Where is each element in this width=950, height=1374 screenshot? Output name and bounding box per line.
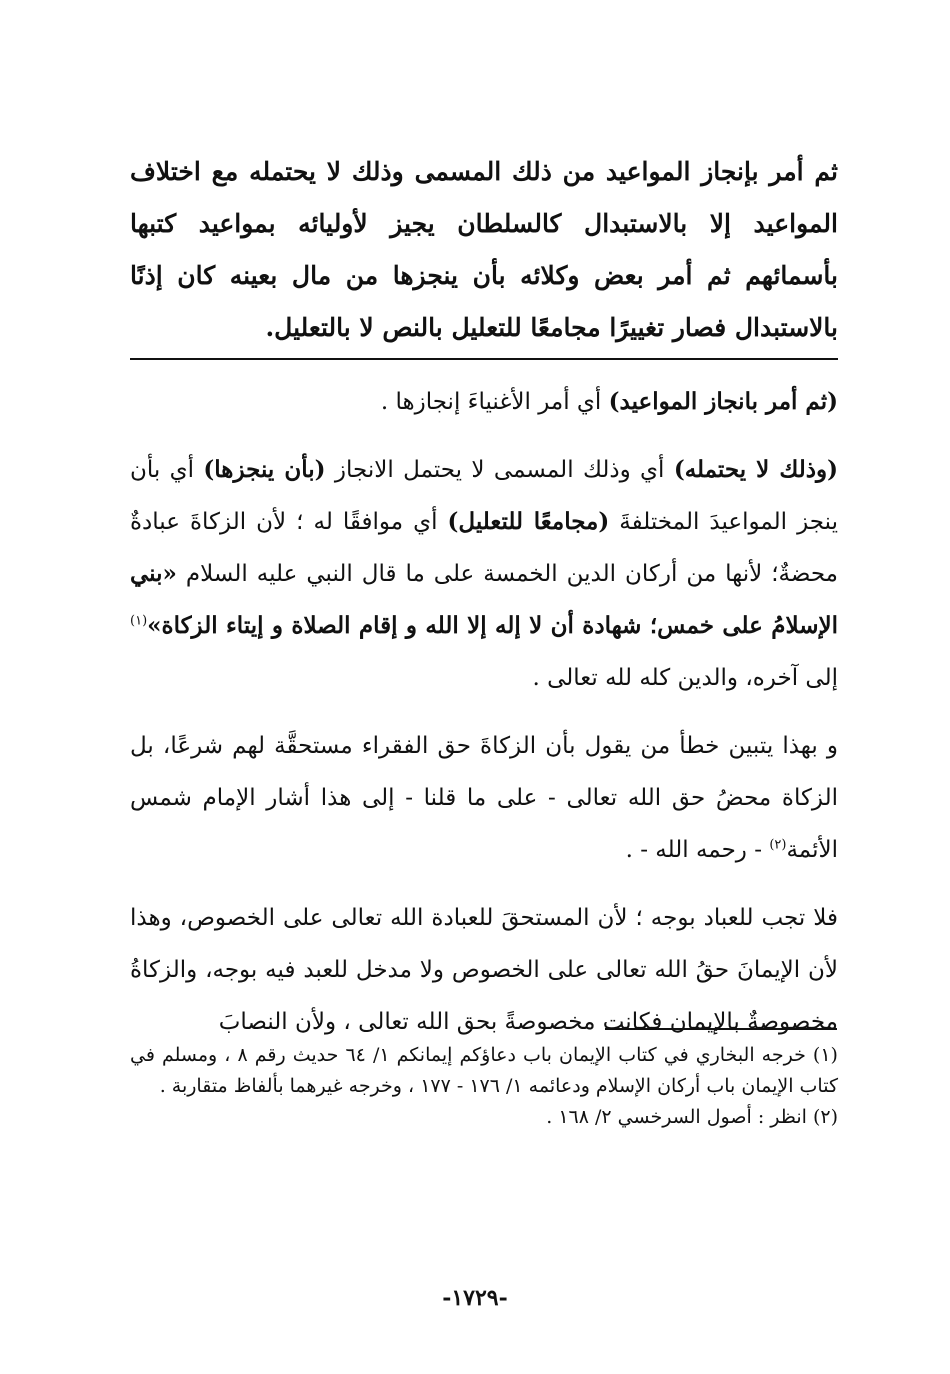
footnote-ref-2[interactable]: (٢) <box>769 837 787 853</box>
quoted-phrase: (مجامعًا للتعليل) <box>447 508 610 535</box>
quoted-phrase: (ثم أمر بانجاز المواعيد) <box>608 388 838 415</box>
commentary-paragraph-4 <box>130 892 838 1048</box>
commentary-paragraph-1 <box>130 376 838 428</box>
commentary-paragraph-3 <box>130 720 838 876</box>
matn-paragraph <box>130 146 838 354</box>
commentary-text: أي موافقًا له ؛ لأن الزكاةَ عبادةٌ محضةٌ؛ لأنها من أركان الدين الخمسة على ما قال النبي عليه السلام <box>130 509 838 587</box>
commentary-text: أي بأن ينجز المواعيدَ المختلفةَ <box>130 457 838 535</box>
commentary-text: و بهذا يتبين خطأ من يقول بأن الزكاةَ حق الفقراء مستحقَّة لهم شرعًا، بل الزكاة محضُ حق الله تعالى - على ما قلنا - إلى هذا أشار الإمام شمس الأئمة <box>130 733 838 863</box>
page-number: -١٧٢٩- <box>442 1285 508 1311</box>
commentary <box>130 376 838 1064</box>
commentary-text: إلى آخره، والدين كله لله تعالى . <box>532 665 838 691</box>
commentary-text: فلا تجب للعباد بوجه ؛ لأن المستحقَ للعبادة الله تعالى على الخصوص، وهذا لأن الإيمانَ حقُ الله تعالى على الخصوص ولا مدخل للعبد فيه بوجه، والزكاةُ مخصوصةٌ بالإيمان فكانت مخصوصةً بحق الله تعالى ، ولأن النصابَ <box>130 905 838 1035</box>
footnote-1: (١) خرجه البخاري في كتاب الإيمان باب دعاؤكم إيمانكم ١/ ٦٤ حديث رقم ٨ ، ومسلم في كتاب الإيمان باب أركان الإسلام ودعائمه ١/ ١٧٦ - ١٧٧ ، وخرجه غيرهما بألفاظ متقاربة . <box>130 1044 838 1097</box>
commentary-text: - رحمه الله - . <box>625 837 770 863</box>
hadith-quote: «بني الإسلامُ على خمس؛ شهادة أن لا إله إلا الله و إقام الصلاة و إيتاء الزكاة» <box>130 560 838 639</box>
footnotes <box>130 1040 838 1133</box>
commentary-text: أي وذلك المسمى لا يحتمل الانجاز <box>325 457 674 483</box>
quoted-phrase: (وذلك لا يحتمله) <box>673 456 838 483</box>
commentary-text: أي أمر الأغنياءَ إنجازها . <box>380 389 609 415</box>
matn-text: ثم أمر بإنجاز المواعيد من ذلك المسمى وذلك لا يحتمله مع اختلاف المواعيد إلا بالاستبدال كالسلطان يجيز لأوليائه بمواعيد كتبها بأسمائهم ثم أمر بعض وكلائه بأن ينجزها من مال بعينه كان إذنًا بالاستبدال فصار تغييرًا مجامعًا للتعليل بالنص لا بالتعليل. <box>130 157 838 342</box>
footnote-ref-1[interactable]: (١) <box>130 613 148 629</box>
footnote-divider <box>605 1028 837 1030</box>
commentary-paragraph-2 <box>130 444 838 704</box>
main-divider <box>130 358 838 360</box>
footnote-2: (٢) انظر : أصول السرخسي ٢/ ١٦٨ . <box>546 1106 838 1128</box>
quoted-phrase: (بأن ينجزها) <box>203 456 326 483</box>
